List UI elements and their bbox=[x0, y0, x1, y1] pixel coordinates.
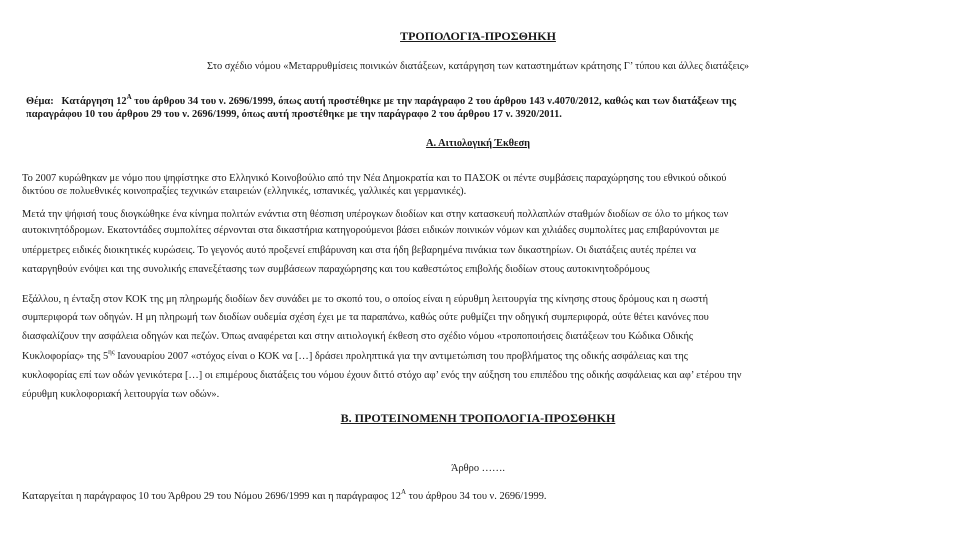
bill-reference: Στο σχέδιο νόμου «Μεταρρυθμίσεις ποινικών διατάξεων, κατάργηση των καταστημάτων κράτησης Γ’ τύπου και άλλες διατάξεις» bbox=[206, 61, 750, 72]
section-b-heading: Β. ΠΡΟΤΕΙΝΟΜΕΝΗ ΤΡΟΠΟΛΟΓΙΑ-ΠΡΟΣΘΗΚΗ bbox=[340, 411, 616, 425]
para2-line-5: κυκλοφορίας επί των οδών γενικότερα […] οι επιμέρους διατάξεις του νόμου έχουν διττό στόχο αφ’ ενός την αύξηση του επιπέδου της οδικής ασφάλειας και αφ’ ετέρου την bbox=[22, 370, 742, 381]
final-provision-a: Καταργείται η παράγραφος 10 του Άρθρου 29 του Νόμου 2696/1999 και η παράγραφος 12 bbox=[22, 491, 401, 502]
document-title-text: ΤΡΟΠΟΛΟΓΙΆ-ΠΡΟΣΘΗΚΗ bbox=[400, 29, 556, 43]
para2-line-4 bbox=[22, 350, 688, 363]
para2-line-3: διασφαλίζουν την ασφάλεια οδηγών και πεζών. Όπως αναφέρεται και στην αιτιολογική έκθεση στο σχέδιο νόμου «τροποποιήσεις διατάξεων του Κώδικα Οδικής bbox=[22, 331, 694, 342]
subject-superscript: Α bbox=[126, 93, 132, 101]
para2-line-4-a: Κυκλοφορίας» της 5 bbox=[22, 351, 109, 362]
para1-line-5: υπέρμετρες ειδικές διοικητικές κυρώσεις. Το γεγονός αυτό προξενεί επιβάρυνση και στα ήδη βεβαρημένα πινάκια των δικαστηρίων. Οι διατάξεις αυτές πρέπει να bbox=[22, 245, 696, 256]
subject-label: Θέμα: bbox=[26, 96, 54, 107]
para2-line-2: συμπεριφορά των οδηγών. Η μη πληρωμή των διοδίων ουδεμία σχέση έχει με τα παραπάνω, καθώς ούτε ρυθμίζει την οδηγική συμπεριφορά, ούτε θέτει κανόνες που bbox=[22, 312, 709, 323]
para2-line-4-b: Ιανουαρίου 2007 «στόχος είναι ο ΚΟΚ να […] δράσει προληπτικά για την αντιμετώπιση του προβλήματος της οδικής ασφάλειας και της bbox=[114, 351, 688, 362]
para1-line-3: Μετά την ψήφισή τους διογκώθηκε ένα κίνημα πολιτών ενάντια στη θέσπιση υπέρογκων διοδίων και στην κατασκευή πολλαπλών σταθμών διοδίων σε όλο το μήκος των bbox=[22, 209, 729, 220]
subject-line-2: παραγράφου 10 του άρθρου 29 του ν. 2696/1999, όπως αυτή προστέθηκε με την παράγραφο 2 του άρθρου 17 ν. 3920/2011. bbox=[26, 109, 562, 120]
para2-line-1: Εξάλλου, η ένταξη στον ΚΟΚ της μη πληρωμής διοδίων δεν συνάδει με το σκοπό του, ο οποίος είναι η εύρυθμη λειτουργία της κίνησης στους δρόμους και η σωστή bbox=[22, 294, 709, 305]
document-title bbox=[0, 30, 956, 43]
para1-line-1: Το 2007 κυρώθηκαν με νόμο που ψηφίστηκε στο Ελληνικό Κοινοβούλιο από την Νέα Δημοκρατία και το ΠΑΣΟΚ οι πέντε συμβάσεις παραχώρησης του εθνικού οδικού bbox=[22, 173, 727, 184]
subject-line-1 bbox=[26, 95, 736, 108]
final-provision-b: του άρθρου 34 του ν. 2696/1999. bbox=[406, 491, 547, 502]
para2-line-6: εύρυθμη κυκλοφοριακή λειτουργία των οδών». bbox=[22, 389, 220, 400]
final-superscript: Α bbox=[400, 488, 407, 496]
para1-line-6: καταργηθούν ενόψει και της συνολικής επανεξέτασης των συμβάσεων παραχώρησης και του καθεστώτος επιβολής διοδίων στους αυτοκινητοδρόμους bbox=[22, 264, 650, 275]
article-heading: Άρθρο ……. bbox=[450, 463, 506, 474]
para1-line-2: δικτύου σε πολυεθνικές κοινοπραξίες τεχνικών εταιρειών (ελληνικές, ισπανικές, γαλλικές και γερμανικές). bbox=[22, 186, 467, 197]
section-a-heading: Α. Αιτιολογική Έκθεση bbox=[425, 138, 531, 149]
para1-line-4: αυτοκινητόδρομων. Εκατοντάδες συμπολίτες σέρνονται στα δικαστήρια κατηγορούμενοι βάσει ειδικών ποινικών νόμων και χιλιάδες συμπολίτες μας επιβαρύνονται με bbox=[22, 225, 720, 236]
final-provision bbox=[22, 490, 547, 503]
subject-text-1a: Κατάργηση 12 bbox=[61, 96, 127, 107]
subject-text-1b: του άρθρου 34 του ν. 2696/1999, όπως αυτή προστέθηκε με την παράγραφο 2 του άρθρου 143 ν.4070/2012, καθώς και των διατάξεων της bbox=[131, 96, 737, 107]
para2-superscript: ης bbox=[108, 348, 115, 356]
